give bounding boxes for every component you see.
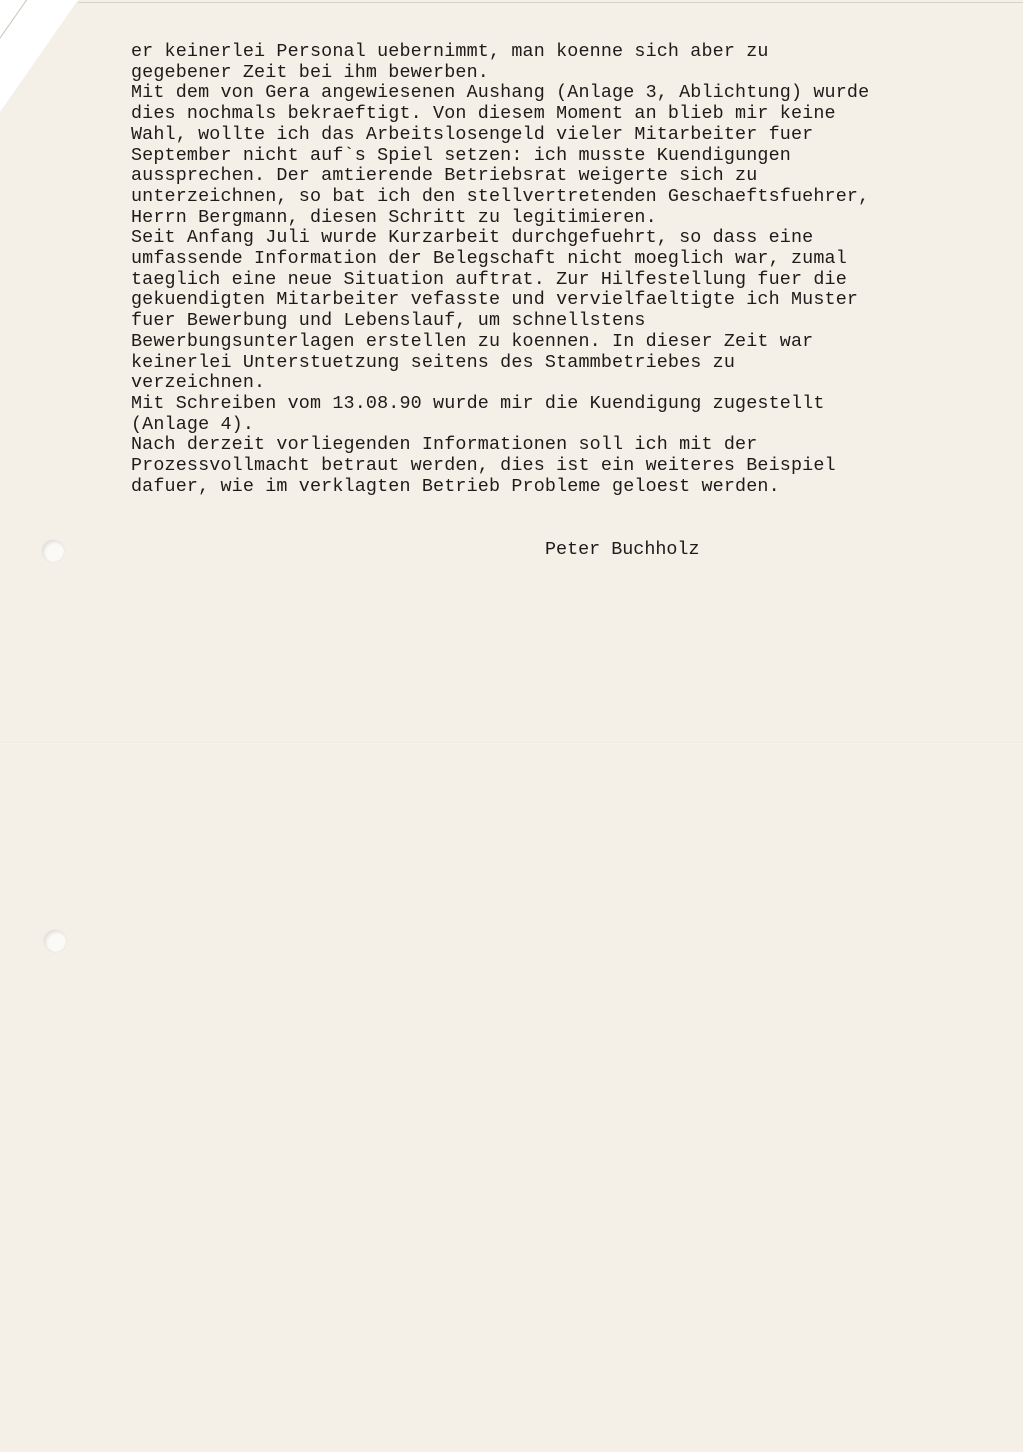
letter-line: gekuendigten Mitarbeiter vefasste und vervielfaeltigte ich Muster (131, 289, 859, 311)
letter-line: Mit dem von Gera angewiesenen Aushang (Anlage 3, Ablichtung) wurde (131, 82, 870, 104)
page-top-edge (78, 2, 1023, 3)
letter-line: umfassende Information der Belegschaft nicht moeglich war, zumal (131, 248, 847, 270)
letter-line: Wahl, wollte ich das Arbeitslosengeld vieler Mitarbeiter fuer (131, 123, 814, 145)
letter-line: Mit Schreiben vom 13.08.90 wurde mir die Kuendigung zugestellt (131, 392, 825, 414)
letter-line: Herrn Bergmann, diesen Schritt zu legitimieren. (131, 206, 657, 228)
signature-name: Peter Buchholz (545, 539, 700, 560)
letter-line: September nicht auf`s Spiel setzen: ich musste Kuendigungen (131, 144, 791, 166)
letter-line: Prozessvollmacht betraut werden, dies ist ein weiteres Beispiel (131, 455, 836, 477)
letter-line: dies nochmals bekraeftigt. Von diesem Moment an blieb mir keine (131, 103, 836, 125)
punch-hole-icon (42, 540, 64, 562)
letter-body (131, 42, 991, 497)
letter-line: Nach derzeit vorliegenden Informationen soll ich mit der (131, 434, 758, 456)
paper-fold-line (0, 742, 1023, 744)
letter-line: aussprechen. Der amtierende Betriebsrat weigerte sich zu (131, 165, 758, 187)
letter-line: verzeichnen. (131, 372, 266, 394)
letter-line: er keinerlei Personal uebernimmt, man koenne sich aber zu (131, 41, 769, 62)
letter-line: taeglich eine neue Situation auftrat. Zur Hilfestellung fuer die (131, 268, 847, 290)
letter-line: (Anlage 4). (131, 413, 255, 435)
letter-line: Seit Anfang Juli wurde Kurzarbeit durchgefuehrt, so dass eine (131, 227, 814, 249)
letter-line: unterzeichnen, so bat ich den stellvertretenden Geschaeftsfuehrer, (131, 185, 870, 207)
letter-line: keinerlei Unterstuetzung seitens des Stammbetriebes zu (131, 351, 736, 373)
folded-corner (0, 0, 78, 112)
punch-hole-icon (44, 930, 66, 952)
letter-line: Bewerbungsunterlagen erstellen zu koennen. In dieser Zeit war (131, 330, 814, 352)
letter-line: gegebener Zeit bei ihm bewerben. (131, 61, 489, 83)
letter-line: dafuer, wie im verklagten Betrieb Probleme geloest werden. (131, 475, 780, 497)
letter-line: fuer Bewerbung und Lebenslauf, um schnellstens (131, 310, 646, 332)
